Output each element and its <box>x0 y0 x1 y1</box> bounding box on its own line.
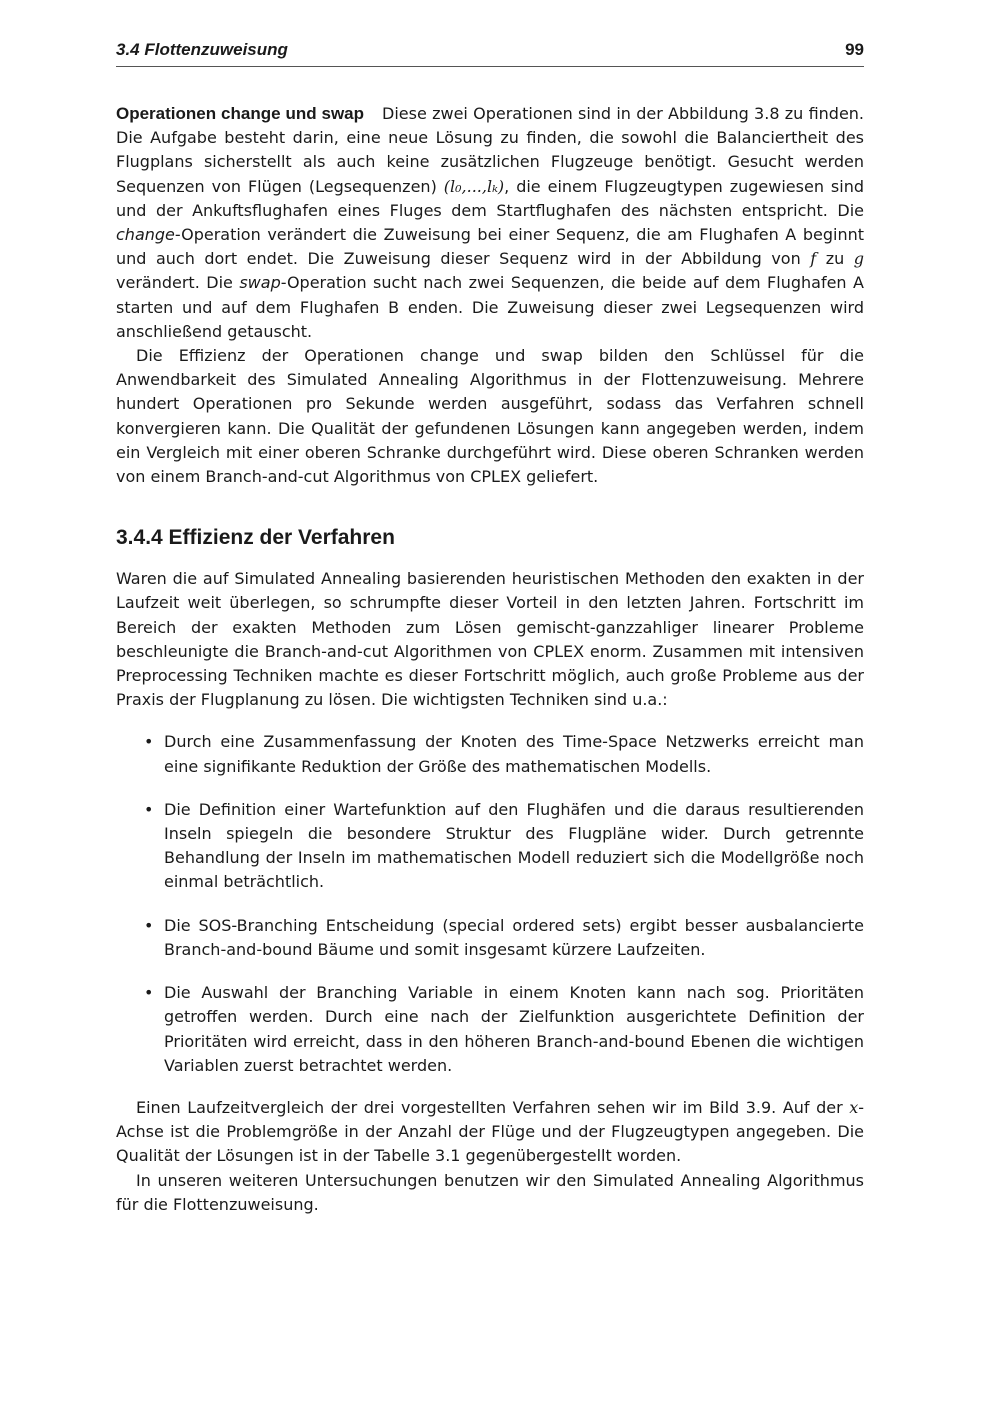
section-heading: 3.4.4 Effizienz der Verfahren <box>116 526 395 550</box>
list-item: • Die Definition einer Wartefunktion auf den Flughäfen und die daraus resultierenden Inseln spiegeln die besondere Struktur des Flugpläne wider. Durch getrennte Behandlung der Inseln im mathematischen Modell reduziert sich die Modellgröße noch einmal beträchtlich. <box>164 798 864 895</box>
paragraph-operations <box>116 102 864 344</box>
text-fragment: Einen Laufzeitvergleich der drei vorgestellten Verfahren sehen wir im Bild 3.9. Auf der <box>136 1097 850 1117</box>
list-item: • Die SOS-Branching Entscheidung (special ordered sets) ergibt besser ausbalancierte Branch-and-bound Bäume und somit insgesamt kürzere Laufzeiten. <box>164 914 864 962</box>
running-header <box>116 40 864 67</box>
text-fragment: -Operation verändert die Zuweisung bei einer Sequenz, die am Flughafen A beginnt und auch dort endet. Die Zuweisung dieser Sequenz wird in der Abbildung von <box>116 225 864 269</box>
math-x: x <box>849 1097 859 1117</box>
text-fragment: -Achse ist die Problemgröße in der Anzahl der Flüge und der Flugzeugtypen angegeben. Die Qualität der Lösungen ist in der Tabelle 3.1 gegenübergestellt worden. <box>116 1097 864 1166</box>
paragraph-methods-intro: Waren die auf Simulated Annealing basierenden heuristischen Methoden den exakten in der Laufzeit weit überlegen, so schrumpfte dieser Vorteil in den letzten Jahren. Fortschritt im Bereich der exakten Methoden zum Lösen gemischt-ganzzahliger linearer Probleme beschleunigte die Branch-and-cut Algorithmen von CPLEX enorm. Zusammen mit intensiven Preprocessing Techniken machte es dieser Fortschritt möglich, auch große Probleme aus der Praxis der Flugplanung zu lösen. Die wichtigsten Techniken sind u.a.: <box>116 569 864 710</box>
page-number: 99 <box>845 40 864 59</box>
bullet-list <box>116 730 864 1077</box>
running-header-title: 3.4 Flottenzuweisung <box>116 40 288 59</box>
math-legsequence: (l₀,...,lₖ) <box>443 176 505 196</box>
text-fragment: -Operation sucht nach zwei Sequenzen, die beide auf dem Flughafen A starten und auf dem Flughafen B enden. Die Zuweisung dieser zwei Legsequenzen wird anschließend getauscht. <box>116 273 864 341</box>
emphasis-swap: swap <box>239 273 281 293</box>
paragraph-efficiency-operations: Die Effizienz der Operationen change und swap bilden den Schlüssel für die Anwendbarkeit des Simulated Annealing Algorithmus in der Flottenzuweisung. Mehrere hundert Operationen pro Sekunde werden ausgeführt, sodass das Verfahren schnell konvergieren kann. Die Qualität der gefundenen Lösungen kann angegeben werden, indem ein Vergleich mit einer oberen Schranke durchgeführt wird. Diese oberen Schranken werden von einem Branch-and-cut Algorithmus von CPLEX geliefert. <box>116 346 864 487</box>
list-item: • Durch eine Zusammenfassung der Knoten des Time-Space Netzwerks erreicht man eine signifikante Reduktion der Größe des mathematischen Modells. <box>164 730 864 778</box>
paragraph-conclusion: In unseren weiteren Untersuchungen benutzen wir den Simulated Annealing Algorithmus für die Flottenzuweisung. <box>116 1170 864 1214</box>
page-body <box>116 102 864 1217</box>
paragraph-runtime-comparison <box>116 1096 864 1169</box>
emphasis-change: change <box>116 225 175 245</box>
text-fragment: zu <box>816 249 854 269</box>
paragraph-run-in-heading: Operationen change und swap <box>116 104 365 123</box>
math-g: g <box>853 249 864 269</box>
math-f: f <box>810 249 817 269</box>
text-fragment: , die einem Flugzeugtypen zugewiesen sind und der Ankuftsflughafen eines Fluges dem Startflughafen des nächsten entspricht. Die <box>116 176 865 220</box>
text-fragment: Diese zwei Operationen sind in der Abbildung 3.8 zu finden. Die Aufgabe besteht darin, eine neue Lösung zu finden, die sowohl die Balanciertheit des Flugplans sicherstellt als auch keine zusätzlichen Flugzeuge benötigt. Gesucht werden Sequenzen von Flügen (Legsequenzen) <box>116 104 865 196</box>
list-item: • Die Auswahl der Branching Variable in einem Knoten kann nach sog. Prioritäten getroffen werden. Durch eine nach der Zielfunktion ausgerichtete Definition der Prioritäten wird erreicht, dass in den höheren Branch-and-bound Ebenen die wichtigen Variablen zuerst betrachtet werden. <box>164 981 864 1078</box>
text-fragment: verändert. Die <box>116 273 240 293</box>
